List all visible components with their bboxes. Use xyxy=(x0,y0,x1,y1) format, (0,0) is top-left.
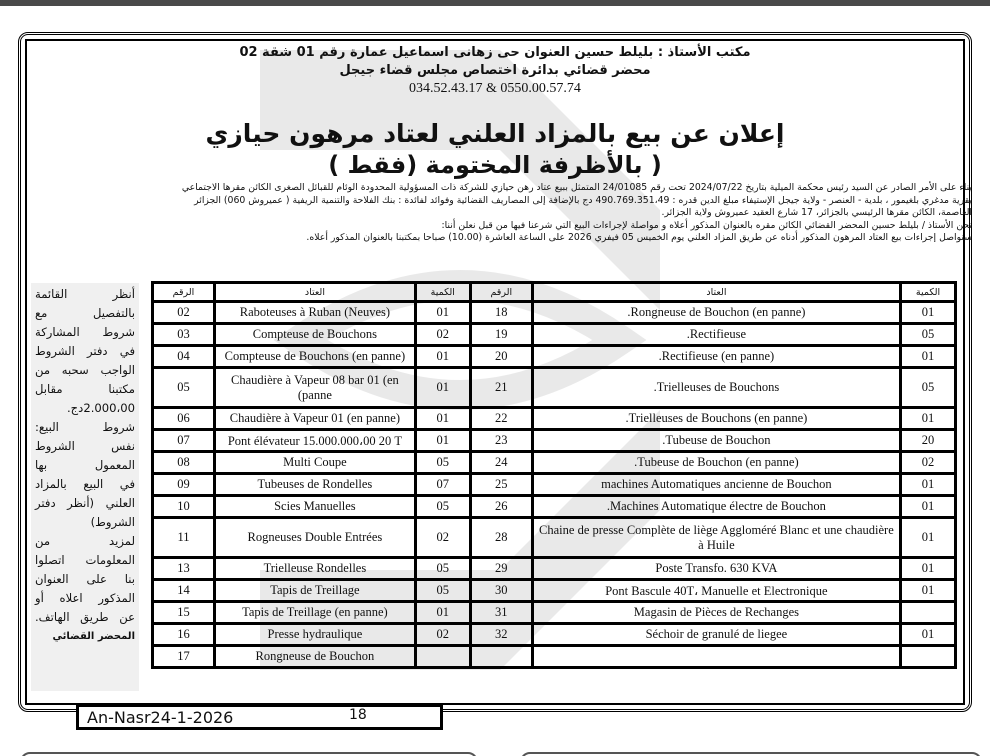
item-quantity: 01 xyxy=(901,496,956,518)
item-quantity: 01 xyxy=(415,430,470,452)
item-quantity: 02 xyxy=(415,518,470,558)
item-equipment: Multi Coupe xyxy=(215,452,416,474)
bailiff-signature: المحضر القضائي xyxy=(52,631,135,642)
item-number: 22 xyxy=(470,408,532,430)
item-equipment: Rongneuse de Bouchon (en panne). xyxy=(532,302,900,324)
sidebar-line: نفس الشروط xyxy=(35,439,135,453)
item-number: 20 xyxy=(470,346,532,368)
item-equipment: Trielleuses de Bouchons (en panne). xyxy=(532,408,900,430)
item-equipment: Chaudière à Vapeur 08 bar 01 (en (panne xyxy=(215,368,416,408)
item-equipment: Rongneuse de Bouchon xyxy=(215,646,416,668)
header-quantity: الكمية xyxy=(901,283,956,302)
publication-footer xyxy=(76,704,443,730)
item-number: 14 xyxy=(153,580,215,602)
notice-header xyxy=(30,44,960,98)
item-quantity: 02 xyxy=(415,624,470,646)
item-quantity: 02 xyxy=(415,324,470,346)
sidebar-line: أنظر القائمة xyxy=(35,287,135,301)
item-equipment: Tubeuse de Bouchon (en panne). xyxy=(532,452,900,474)
phone-numbers: 034.52.43.17 & 0550.00.57.74 xyxy=(409,81,581,96)
title-main: إعلان عن بيع بالمزاد العلني لعتاد مرهون حيازي xyxy=(205,119,785,148)
sidebar-line: بنا على العنوان xyxy=(35,572,135,586)
item-quantity: 01 xyxy=(415,408,470,430)
item-equipment: Magasin de Pièces de Rechanges xyxy=(532,602,900,624)
item-quantity: 01 xyxy=(415,346,470,368)
item-number: 13 xyxy=(153,558,215,580)
body-line: نحن الأستاذ / بليلط حسين المحضر القضائي الكائن مقره بالعنوان المذكور أعلاه و مواصلة لإجراءات البيع التي شرعنا فيها من قبل نعلن أننا: xyxy=(441,219,972,231)
item-quantity: 20 xyxy=(901,430,956,452)
item-quantity: 01 xyxy=(901,474,956,496)
item-number: 28 xyxy=(470,518,532,558)
table-row xyxy=(153,624,956,646)
item-number: 03 xyxy=(153,324,215,346)
item-number: 09 xyxy=(153,474,215,496)
item-quantity: 05 xyxy=(415,558,470,580)
table-header-row xyxy=(153,283,956,302)
table-row xyxy=(153,324,956,346)
item-equipment: Raboteuses à Ruban (Neuves) xyxy=(215,302,416,324)
item-number: 25 xyxy=(470,474,532,496)
sidebar-line: المعمول بها xyxy=(35,458,135,472)
table-row xyxy=(153,368,956,408)
item-number: 15 xyxy=(153,602,215,624)
item-equipment: Rectifieuse (en panne). xyxy=(532,346,900,368)
item-quantity: 01 xyxy=(901,580,956,602)
item-equipment: (Chaudière à Vapeur 01 (en panne xyxy=(215,408,416,430)
item-quantity: 01 xyxy=(901,346,956,368)
body-line: بناء على الأمر الصادر عن السيد رئيس محكمة الميلية بتاريخ 2024/07/22 تحت رقم 24/01085 المتمثل ببيع عتاد رهن حيازي للشركة ذات المسؤولية المحدودة الوئام للقبائل الصغرى الكائن مقرها الاجتماعي xyxy=(181,182,972,193)
item-quantity: 02 xyxy=(901,452,956,474)
item-equipment: Compteuse de Bouchons xyxy=(215,324,416,346)
table-row xyxy=(153,430,956,452)
item-equipment: machines Automatiques ancienne de Bouchon xyxy=(532,474,900,496)
notice-title xyxy=(30,118,960,180)
item-equipment: Trielleuse Rondelles xyxy=(215,558,416,580)
item-number: 02 xyxy=(153,302,215,324)
item-number: 24 xyxy=(470,452,532,474)
item-equipment: Rogneuses Double Entrées xyxy=(215,518,416,558)
item-equipment: Tapis de Treillage xyxy=(215,580,416,602)
item-equipment: Tubeuses de Rondelles xyxy=(215,474,416,496)
item-equipment: Pont Bascule 40T، Manuelle et Electronique xyxy=(532,580,900,602)
conditions-sidebar xyxy=(31,283,139,691)
item-equipment: Rectifieuse. xyxy=(532,324,900,346)
item-number: 18 xyxy=(470,302,532,324)
item-quantity xyxy=(901,646,956,668)
item-number: 19 xyxy=(470,324,532,346)
item-number: 23 xyxy=(470,430,532,452)
item-quantity: 01 xyxy=(901,302,956,324)
item-quantity: 07 xyxy=(415,474,470,496)
sidebar-line: لمزيد من xyxy=(35,534,135,548)
sidebar-line: الواجب سحبه من xyxy=(35,363,135,377)
sidebar-line: بالتفصيل مع xyxy=(35,306,135,320)
item-number: 17 xyxy=(153,646,215,668)
sidebar-line: في دفتر الشروط xyxy=(35,344,135,358)
item-number: 30 xyxy=(470,580,532,602)
publication-date: An-Nasr24-1-2026 xyxy=(87,708,234,727)
header-quantity: الكمية xyxy=(415,283,470,302)
item-number: 10 xyxy=(153,496,215,518)
item-equipment xyxy=(532,646,900,668)
table-row xyxy=(153,496,956,518)
item-number: 11 xyxy=(153,518,215,558)
table-row xyxy=(153,408,956,430)
top-bar xyxy=(0,0,990,6)
body-line: العاصمة، الكائن مقرها الرئيسي بالجزائر، 17 شارع العقيد عميروش ولاية الجزائر. xyxy=(661,207,972,219)
item-quantity: 01 xyxy=(901,518,956,558)
item-quantity: 01 xyxy=(415,302,470,324)
sidebar-line: عن طريق الهاتف. xyxy=(35,610,135,624)
header-equipment: العتاد xyxy=(532,283,900,302)
item-equipment: Chaine de presse Complète de liège Aggloméré Blanc et une chaudière à Huile xyxy=(532,518,900,558)
sidebar-line: المعلومات اتصلوا xyxy=(35,553,135,567)
item-quantity: 01 xyxy=(901,408,956,430)
body-line: بقرية مدغري بلغيمور ، بلدية - العنصر - ولاية جيجل الإستيفاء مبلغ الدين قدره : 490.769.351،49 دج بالإضافة إلى المصاريف القضائية وفوائد لفائدة : بنك الفلاحة والتنمية الريفية ( عميروش 060) الجزائر xyxy=(194,194,972,206)
item-equipment: Séchoir de granulé de liegee xyxy=(532,624,900,646)
item-number: 04 xyxy=(153,346,215,368)
item-number: 32 xyxy=(470,624,532,646)
table-row xyxy=(153,580,956,602)
header-number: الرقم xyxy=(153,283,215,302)
page-number: 18 xyxy=(349,707,367,723)
item-number: 31 xyxy=(470,602,532,624)
item-equipment: Trielleuses de Bouchons. xyxy=(532,368,900,408)
item-number: 08 xyxy=(153,452,215,474)
item-number: 05 xyxy=(153,368,215,408)
item-number: 06 xyxy=(153,408,215,430)
item-quantity: 01 xyxy=(901,624,956,646)
next-notice-frame-right xyxy=(520,752,982,756)
sidebar-line: شروط البيع: xyxy=(35,420,135,434)
item-quantity xyxy=(415,646,470,668)
table-row xyxy=(153,558,956,580)
item-quantity: 01 xyxy=(415,368,470,408)
sidebar-line: الشروط) xyxy=(90,515,135,529)
item-number: 26 xyxy=(470,496,532,518)
sidebar-line: شروط المشاركة xyxy=(35,325,135,339)
item-number: 21 xyxy=(470,368,532,408)
item-equipment: Machines Automatique électre de Bouchon. xyxy=(532,496,900,518)
item-quantity: 05 xyxy=(901,368,956,408)
equipment-table xyxy=(151,281,957,669)
office-address: مكتب الأستاذ : بليلط حسين العنوان حى زهانى اسماعيل عمارة رقم 01 شقة 02 xyxy=(239,45,751,60)
next-notice-frame-left xyxy=(20,752,478,756)
table-row xyxy=(153,646,956,668)
item-quantity: 05 xyxy=(415,496,470,518)
item-equipment: Tubeuse de Bouchon. xyxy=(532,430,900,452)
item-number xyxy=(470,646,532,668)
item-quantity: 01 xyxy=(901,558,956,580)
sidebar-line: العلني (أنظر دفتر xyxy=(35,496,135,510)
item-equipment: (Compteuse de Bouchons (en panne xyxy=(215,346,416,368)
item-quantity: 05 xyxy=(415,452,470,474)
item-quantity: 01 xyxy=(415,602,470,624)
table-row xyxy=(153,602,956,624)
item-equipment: Tapis de Treillage (en panne) xyxy=(215,602,416,624)
table-row xyxy=(153,518,956,558)
item-quantity: 05 xyxy=(415,580,470,602)
item-equipment: Poste Transfo. 630 KVA xyxy=(532,558,900,580)
header-number: الرقم xyxy=(470,283,532,302)
item-equipment: Pont élévateur 15.000.000،00 20 T xyxy=(215,430,416,452)
sidebar-line: 2.000،00دج. xyxy=(66,401,135,415)
header-equipment: العتاد xyxy=(215,283,416,302)
table-row xyxy=(153,346,956,368)
table-row xyxy=(153,452,956,474)
jurisdiction: محضر قضائي بدائرة اختصاص مجلس قضاء جيجل xyxy=(339,63,651,78)
notice-body xyxy=(28,182,972,245)
sidebar-line: مكتبنا مقابل xyxy=(35,382,135,396)
item-number: 29 xyxy=(470,558,532,580)
table-row xyxy=(153,302,956,324)
item-number: 07 xyxy=(153,430,215,452)
item-number: 16 xyxy=(153,624,215,646)
item-quantity: 05 xyxy=(901,324,956,346)
item-equipment: Presse hydraulique xyxy=(215,624,416,646)
sidebar-line: المذكور اعلاه أو xyxy=(35,591,135,605)
body-line: سنواصل إجراءات بيع العتاد المرهون المذكور أدناه عن طريق المزاد العلني يوم الخميس 05 فيفري 2026 على الساعة العاشرة (10.00) صباحا بمكتبنا بالعنوان المذكور أعلاه. xyxy=(306,232,972,244)
item-equipment: Scies Manuelles xyxy=(215,496,416,518)
title-sub: ( بالأظرفة المختومة (فقط ) xyxy=(328,151,662,179)
table-row xyxy=(153,474,956,496)
sidebar-line: في البيع بالمزاد xyxy=(35,477,135,491)
item-quantity xyxy=(901,602,956,624)
